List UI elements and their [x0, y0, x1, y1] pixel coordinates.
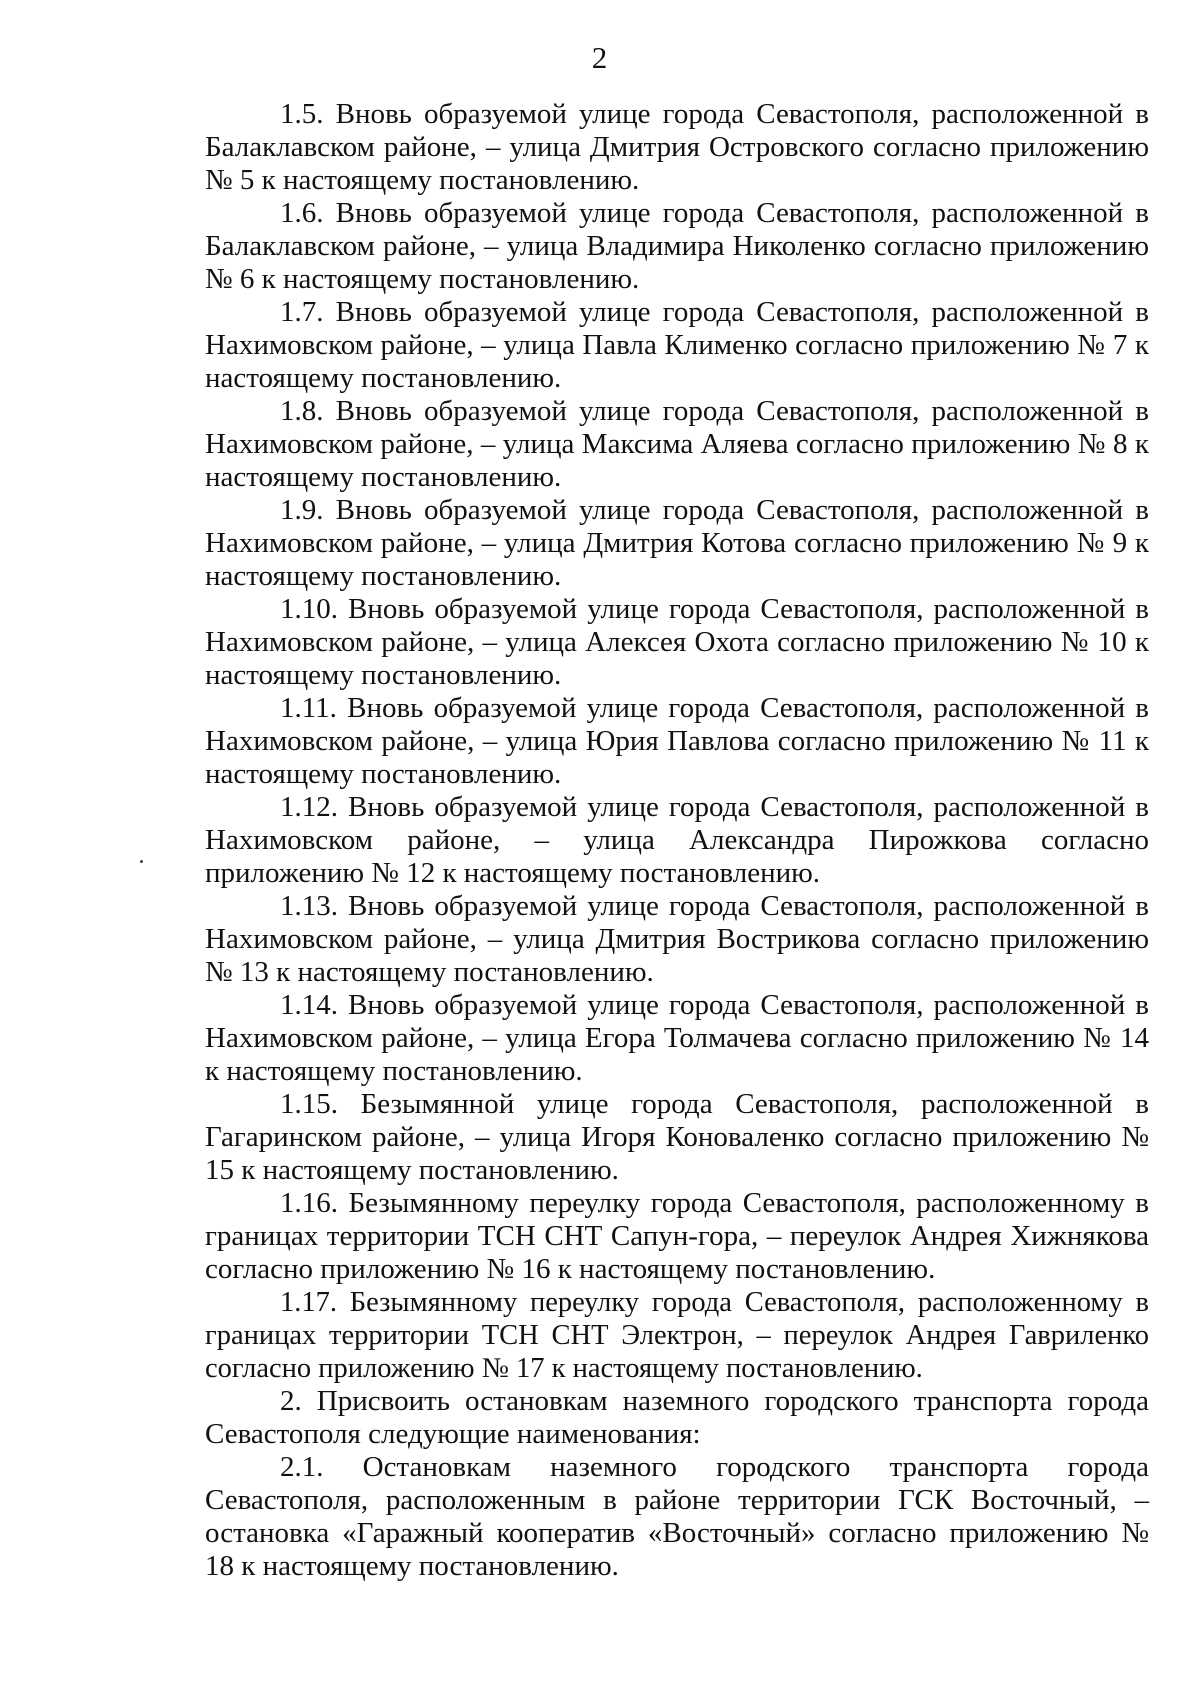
paragraph-1-17: 1.17. Безымянному переулку города Севастополя, расположенному в границах территории ТСН СНТ Электрон, – переулок Андрея Гавриленко согласно приложению № 17 к настоящему постановлению.	[205, 1287, 1149, 1384]
paragraph-2: 2. Присвоить остановкам наземного городского транспорта города Севастополя следующие наименования:	[205, 1385, 1149, 1450]
paragraph-1-14: 1.14. Вновь образуемой улице города Севастополя, расположенной в Нахимовском районе, – улица Егора Толмачева согласно приложению № 14 к настоящему постановлению.	[205, 989, 1149, 1087]
paragraph-1-11: 1.11. Вновь образуемой улице города Севастополя, расположенной в Нахимовском районе, – улица Юрия Павлова согласно приложению № 11 к настоящему постановлению.	[205, 692, 1149, 790]
paragraph-1-5: 1.5. Вновь образуемой улице города Севастополя, расположенной в Балаклавском районе, – улица Дмитрия Островского согласно приложению № 5 к настоящему постановлению.	[205, 98, 1149, 196]
paragraph-1-10: 1.10. Вновь образуемой улице города Севастополя, расположенной в Нахимовском районе, – улица Алексея Охота согласно приложению № 10 к настоящему постановлению.	[205, 593, 1149, 691]
paragraph-1-9: 1.9. Вновь образуемой улице города Севастополя, расположенной в Нахимовском районе, – улица Дмитрия Котова согласно приложению № 9 к настоящему постановлению.	[205, 494, 1149, 592]
document-body	[205, 98, 1149, 1583]
paragraph-1-7: 1.7. Вновь образуемой улице города Севастополя, расположенной в Нахимовском районе, – улица Павла Клименко согласно приложению № 7 к настоящему постановлению.	[205, 296, 1149, 394]
paragraph-1-15: 1.15. Безымянной улице города Севастополя, расположенной в Гагаринском районе, – улица Игоря Коноваленко согласно приложению № 15 к настоящему постановлению.	[205, 1088, 1149, 1186]
page-number: 2	[591, 40, 608, 75]
paragraph-1-16: 1.16. Безымянному переулку города Севастополя, расположенному в границах территории ТСН СНТ Сапун-гора, – переулок Андрея Хижнякова согласно приложению № 16 к настоящему постановлению.	[205, 1187, 1149, 1285]
paragraph-1-6: 1.6. Вновь образуемой улице города Севастополя, расположенной в Балаклавском районе, – улица Владимира Николенко согласно приложению № 6 к настоящему постановлению.	[205, 197, 1149, 295]
paragraph-1-13: 1.13. Вновь образуемой улице города Севастополя, расположенной в Нахимовском районе, – улица Дмитрия Вострикова согласно приложению № 13 к настоящему постановлению.	[205, 890, 1149, 988]
paragraph-1-8: 1.8. Вновь образуемой улице города Севастополя, расположенной в Нахимовском районе, – улица Максима Аляева согласно приложению № 8 к настоящему постановлению.	[205, 395, 1149, 493]
paragraph-2-1: 2.1. Остановкам наземного городского транспорта города Севастополя, расположенным в районе территории ГСК Восточный, – остановка «Гаражный кооператив «Восточный» согласно приложению № 18 к настоящему постановлению.	[205, 1451, 1149, 1582]
scan-speck	[140, 860, 143, 863]
paragraph-1-12: 1.12. Вновь образуемой улице города Севастополя, расположенной в Нахимовском районе, – улица Александра Пирожкова согласно приложению № 12 к настоящему постановлению.	[205, 791, 1149, 889]
